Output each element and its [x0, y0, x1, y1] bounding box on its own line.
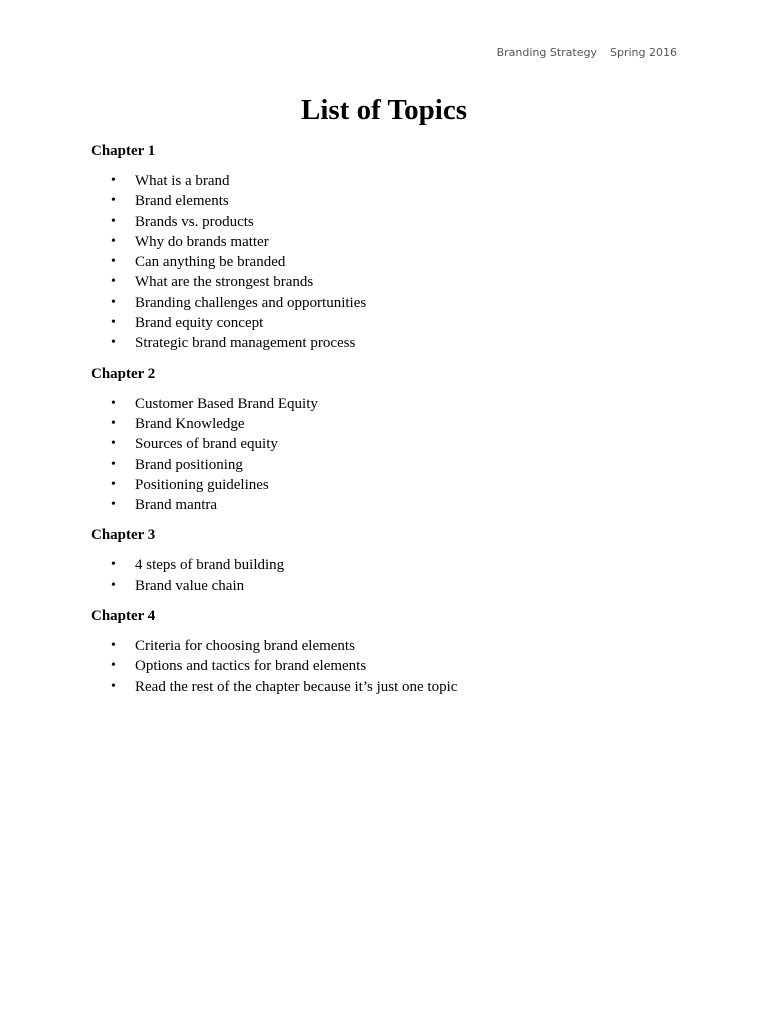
bullet-icon: •: [111, 395, 116, 411]
list-item: • Brand Knowledge: [91, 414, 691, 434]
list-item: • 4 steps of brand building: [91, 555, 691, 575]
list-item: • Brand mantra: [91, 495, 691, 515]
chapter-heading: Chapter 2: [91, 365, 156, 382]
bullet-icon: •: [111, 335, 116, 351]
list-item: • Brand value chain: [91, 576, 691, 596]
bullet-icon: •: [111, 557, 116, 573]
list-item: • What is a brand: [91, 171, 691, 191]
list-item: • Brand equity concept: [91, 313, 691, 333]
bullet-icon: •: [111, 193, 116, 209]
course-name: Branding Strategy: [496, 46, 597, 59]
bullet-icon: •: [111, 638, 116, 654]
bullet-icon: •: [111, 415, 116, 431]
bullet-icon: •: [111, 173, 116, 188]
list-item: • Why do brands matter: [91, 232, 691, 252]
list-item: • Positioning guidelines: [91, 475, 691, 495]
list-item: • Brand positioning: [91, 455, 691, 475]
bullet-icon: •: [111, 577, 116, 593]
list-item: • Customer Based Brand Equity: [91, 394, 691, 414]
topic-list: [91, 171, 691, 354]
list-item: • Strategic brand management process: [91, 333, 691, 353]
list-item: • Branding challenges and opportunities: [91, 293, 691, 313]
topic-list: [91, 636, 691, 697]
chapter-heading: Chapter 1: [91, 143, 156, 159]
bullet-icon: •: [111, 274, 116, 290]
bullet-icon: •: [111, 436, 116, 452]
list-item: • Sources of brand equity: [91, 434, 691, 454]
bullet-icon: •: [111, 315, 116, 331]
page-title: List of Topics: [301, 94, 467, 126]
running-header: [497, 46, 677, 59]
chapter-heading: Chapter 3: [91, 527, 156, 544]
list-item: • Brands vs. products: [91, 212, 691, 232]
topic-list: [91, 555, 691, 596]
bullet-icon: •: [111, 476, 116, 492]
list-item: • What are the strongest brands: [91, 272, 691, 292]
bullet-icon: •: [111, 497, 116, 513]
bullet-icon: •: [111, 658, 116, 674]
topics-content: [91, 141, 691, 707]
term-label: Spring 2016: [610, 46, 677, 59]
list-item: • Can anything be branded: [91, 252, 691, 272]
bullet-icon: •: [111, 254, 116, 270]
bullet-icon: •: [111, 233, 116, 249]
bullet-icon: •: [111, 678, 116, 694]
bullet-icon: •: [111, 294, 116, 310]
list-item: • Criteria for choosing brand elements: [91, 636, 691, 656]
list-item: • Read the rest of the chapter because it’s just one topic: [91, 677, 691, 697]
list-item: • Options and tactics for brand elements: [91, 656, 691, 676]
bullet-icon: •: [111, 213, 116, 229]
chapter-heading: Chapter 4: [91, 608, 156, 625]
list-item: • Brand elements: [91, 191, 691, 211]
bullet-icon: •: [111, 456, 116, 472]
topic-list: [91, 394, 691, 516]
